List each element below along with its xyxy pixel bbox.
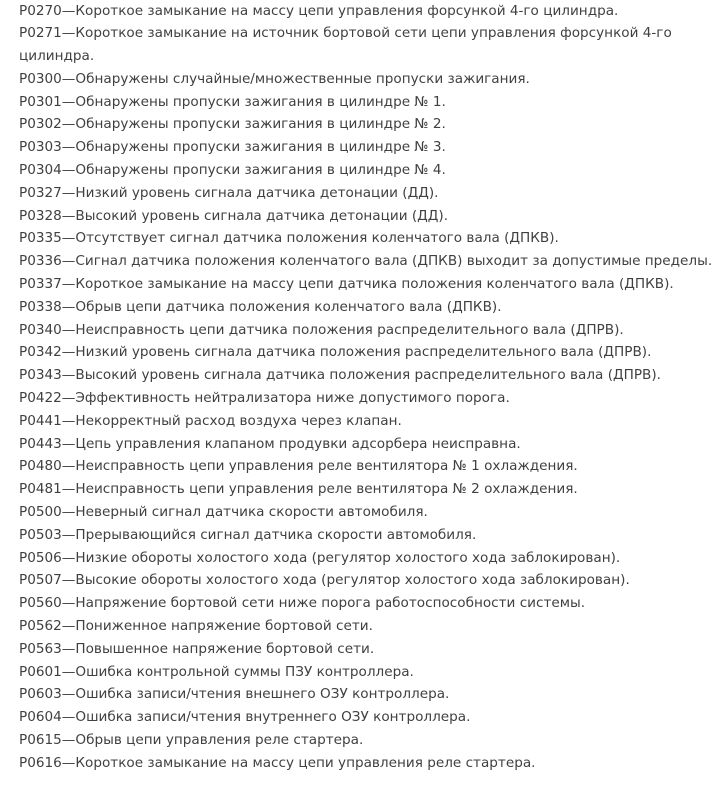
error-code: P0500 (19, 504, 62, 521)
error-description: Обрыв цепи датчика положения коленчатого вала (ДПКВ). (75, 298, 502, 315)
code-separator: — (61, 184, 76, 201)
list-item (19, 706, 715, 729)
code-separator: — (61, 435, 76, 452)
list-item (19, 319, 715, 342)
code-separator: — (61, 732, 76, 748)
list-item (19, 683, 715, 706)
error-description: Сигнал датчика положения коленчатого вала (ДПКВ) выходит за допустимые пределы. (75, 253, 713, 270)
code-separator: — (61, 458, 76, 475)
error-description: Неисправность цепи датчика положения распределительного вала (ДПРВ). (75, 321, 624, 338)
list-item (19, 729, 715, 752)
list-item (19, 91, 715, 114)
error-description: Ошибка записи/чтения внешнего ОЗУ контроллера. (75, 686, 450, 703)
error-code: P0603 (19, 686, 62, 703)
list-item (19, 569, 715, 592)
code-separator: — (61, 253, 76, 270)
list-item (19, 455, 715, 478)
list-item (19, 22, 715, 68)
code-separator: — (61, 70, 76, 87)
error-description: Обнаружены пропуски зажигания в цилиндре № 4. (75, 162, 446, 179)
code-separator: — (61, 640, 76, 657)
error-description: Короткое замыкание на источник бортовой сети цепи управления форсункой 4-го цилиндра. (19, 25, 672, 65)
error-code: P0507 (19, 572, 62, 589)
error-description: Высокий уровень сигнала датчика детонации (ДД). (75, 207, 449, 224)
code-separator: — (61, 572, 76, 589)
error-code: P0335 (19, 230, 62, 247)
error-description: Неисправность цепи управления реле вентилятора № 2 охлаждения. (75, 481, 578, 498)
list-item (19, 205, 715, 228)
list-item (19, 136, 715, 159)
error-code: P0560 (19, 595, 62, 612)
error-description: Неверный сигнал датчика скорости автомобиля. (75, 504, 428, 521)
error-code: P0443 (19, 435, 62, 452)
error-code-list (19, 0, 715, 775)
error-description: Цепь управления клапаном продувки адсорбера неисправна. (75, 435, 521, 452)
error-code: P0422 (19, 390, 62, 407)
list-item (19, 410, 715, 433)
code-separator: — (61, 2, 76, 19)
error-description: Высокий уровень сигнала датчика положения распределительного вала (ДПРВ). (75, 367, 661, 384)
error-description: Обрыв цепи управления реле стартера. (75, 732, 364, 748)
error-code: P0336 (19, 253, 62, 270)
code-separator: — (61, 709, 76, 726)
list-item (19, 0, 715, 22)
list-item (19, 182, 715, 205)
code-separator: — (61, 390, 76, 407)
code-separator: — (61, 367, 76, 384)
error-description: Отсутствует сигнал датчика положения коленчатого вала (ДПКВ). (75, 230, 559, 247)
error-code: P0302 (19, 116, 62, 133)
error-code: P0301 (19, 93, 62, 110)
list-item (19, 433, 715, 456)
list-item (19, 227, 715, 250)
error-code: P0337 (19, 276, 62, 293)
list-item (19, 113, 715, 136)
error-description: Повышенное напряжение бортовой сети. (75, 640, 375, 657)
error-code: P0271 (19, 25, 62, 42)
list-item (19, 547, 715, 570)
code-separator: — (61, 207, 76, 224)
error-code: P0480 (19, 458, 62, 475)
error-code: P0328 (19, 207, 62, 224)
error-description: Обнаружены пропуски зажигания в цилиндре № 3. (75, 139, 446, 156)
code-separator: — (61, 93, 76, 110)
error-description: Неисправность цепи управления реле вентилятора № 1 охлаждения. (75, 458, 578, 475)
error-code: P0481 (19, 481, 62, 498)
code-separator: — (61, 116, 76, 133)
error-description: Низкий уровень сигнала датчика положения распределительного вала (ДПРВ). (75, 344, 652, 361)
list-item (19, 273, 715, 296)
code-separator: — (61, 686, 76, 703)
code-separator: — (61, 162, 76, 179)
error-code: P0303 (19, 139, 62, 156)
error-description: Эффективность нейтрализатора ниже допустимого порога. (75, 390, 510, 407)
error-code: P0616 (19, 754, 62, 771)
code-separator: — (61, 276, 76, 293)
list-item (19, 387, 715, 410)
error-code: P0270 (19, 2, 62, 19)
list-item (19, 341, 715, 364)
code-separator: — (61, 412, 76, 429)
error-code: P0503 (19, 526, 62, 543)
code-separator: — (61, 481, 76, 498)
error-code: P0506 (19, 549, 62, 566)
list-item (19, 478, 715, 501)
error-code: P0563 (19, 640, 62, 657)
list-item (19, 250, 715, 273)
error-description: Короткое замыкание на массу цепи управления реле стартера. (75, 754, 536, 771)
error-description: Высокие обороты холостого хода (регулятор холостого хода заблокирован). (75, 572, 630, 589)
code-separator: — (61, 139, 76, 156)
list-item (19, 592, 715, 615)
code-separator: — (61, 298, 76, 315)
error-code: P0601 (19, 663, 62, 680)
error-code: P0441 (19, 412, 62, 429)
error-description: Обнаружены пропуски зажигания в цилиндре № 1. (75, 93, 446, 110)
list-item (19, 501, 715, 524)
error-description: Низкие обороты холостого хода (регулятор холостого хода заблокирован). (75, 549, 621, 566)
error-description: Обнаружены случайные/множественные пропуски зажигания. (75, 70, 530, 87)
error-description: Некорректный расход воздуха через клапан. (75, 412, 402, 429)
error-code: P0562 (19, 618, 62, 635)
code-separator: — (61, 230, 76, 247)
code-separator: — (61, 504, 76, 521)
code-separator: — (61, 595, 76, 612)
error-code: P0340 (19, 321, 62, 338)
error-description: Короткое замыкание на массу цепи управления форсункой 4-го цилиндра. (75, 2, 619, 19)
error-description: Ошибка записи/чтения внутреннего ОЗУ контроллера. (75, 709, 471, 726)
code-separator: — (61, 25, 76, 42)
list-item (19, 524, 715, 547)
error-description: Обнаружены пропуски зажигания в цилиндре № 2. (75, 116, 446, 133)
code-separator: — (61, 618, 76, 635)
code-separator: — (61, 321, 76, 338)
code-separator: — (61, 526, 76, 543)
error-code: P0343 (19, 367, 62, 384)
list-item (19, 159, 715, 182)
error-description: Напряжение бортовой сети ниже порога работоспособности системы. (75, 595, 586, 612)
list-item (19, 296, 715, 319)
error-description: Прерывающийся сигнал датчика скорости автомобиля. (75, 526, 477, 543)
list-item (19, 364, 715, 387)
list-item (19, 638, 715, 661)
error-code: P0327 (19, 184, 62, 201)
error-description: Ошибка контрольной суммы ПЗУ контроллера. (75, 663, 414, 680)
error-code: P0338 (19, 298, 62, 315)
code-separator: — (61, 344, 76, 361)
error-code: P0304 (19, 162, 62, 179)
error-code: P0604 (19, 709, 62, 726)
error-code: P0300 (19, 70, 62, 87)
code-separator: — (61, 663, 76, 680)
code-separator: — (61, 754, 76, 771)
list-item (19, 661, 715, 684)
error-description: Низкий уровень сигнала датчика детонации (ДД). (75, 184, 439, 201)
code-separator: — (61, 549, 76, 566)
error-description: Пониженное напряжение бортовой сети. (75, 618, 373, 635)
list-item (19, 752, 715, 775)
list-item (19, 615, 715, 638)
error-code: P0615 (19, 732, 62, 748)
error-description: Короткое замыкание на массу цепи датчика положения коленчатого вала (ДПКВ). (75, 276, 674, 293)
error-code: P0342 (19, 344, 62, 361)
list-item (19, 68, 715, 91)
